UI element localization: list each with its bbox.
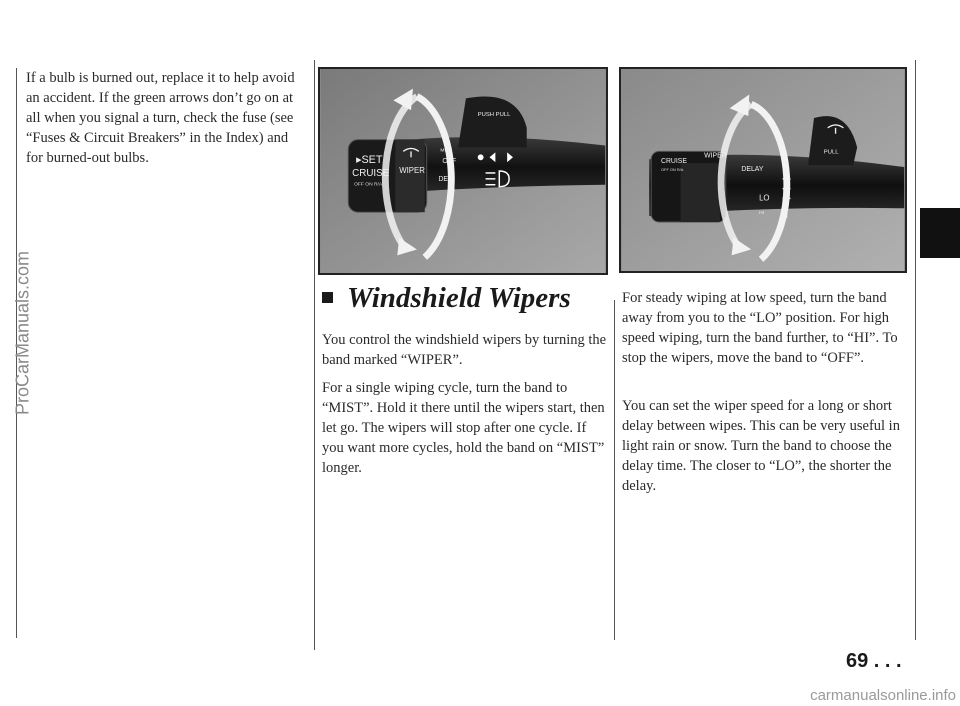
pull-label: PULL <box>823 149 839 156</box>
wiper-stalk-photo-right <box>619 67 907 273</box>
footer-watermark: carmanualsonline.info <box>810 687 956 704</box>
lo-label: LO <box>759 193 770 203</box>
column-divider-center <box>314 60 315 650</box>
set-label: ▸SET <box>356 154 383 167</box>
hi-label: HI <box>759 211 764 217</box>
off-on-label-right: OFF ON R/A <box>661 166 684 172</box>
cruise-label-right: CRUISE <box>661 158 687 166</box>
mist-label: MIST <box>440 148 453 154</box>
heading-bullet <box>322 292 333 303</box>
paragraph-delay: You can set the wiper speed for a long or short delay between wipes. This can be very useful in light rain or snow. Turn the band to choose the delay time. The closer to “LO”, the shorter the delay. <box>622 398 900 494</box>
side-watermark-text: ProCarManuals.com <box>12 250 33 416</box>
column-divider-right <box>915 60 916 640</box>
delay-label: DEL <box>438 175 452 183</box>
side-watermark <box>10 250 36 416</box>
intro-paragraph: If a bulb is burned out, replace it to help avoid an accident. If the green arrows don’t go on at all when you signal a turn, check the fuse (see “Fuses & Circuit Breakers” in the Index) and for burned-out bulbs. <box>26 70 295 166</box>
section-tab-marker <box>920 208 960 258</box>
wiper-stalk-illustration-right <box>621 69 905 271</box>
page-number: 69 . . . <box>846 650 902 672</box>
section-title: Windshield Wipers <box>347 282 571 314</box>
wiper-label-right: WIPER <box>704 152 727 160</box>
paragraph-mist: For a single wiping cycle, turn the band to “MIST”. Hold it there until the wipers start, then let go. The wipers will stop after one cycle. If you want more cycles, hold the band on “MIST” longer. <box>322 380 605 476</box>
wiper-label: WIPER <box>399 165 425 175</box>
section-heading <box>322 282 571 315</box>
off-band-label: OFF <box>442 158 457 166</box>
wiper-stalk-illustration-left <box>320 69 606 273</box>
push-pull-label: PUSH PULL <box>477 112 511 119</box>
paragraph-wiper-control: You control the windshield wipers by turning the band marked “WIPER”. <box>322 332 607 368</box>
column-divider-middle <box>614 300 615 640</box>
paragraph-steady-wiping: For steady wiping at low speed, turn the band away from you to the “LO” position. For high speed wiping, turn the band further, to “HI”. To stop the wipers, move the band to “OFF”. <box>622 290 898 366</box>
delay-label-right: DELAY <box>741 165 764 173</box>
off-on-label: OFF ON R/A <box>354 182 383 188</box>
cruise-label: CRUISE <box>352 167 390 179</box>
wiper-stalk-photo-left <box>318 67 608 275</box>
